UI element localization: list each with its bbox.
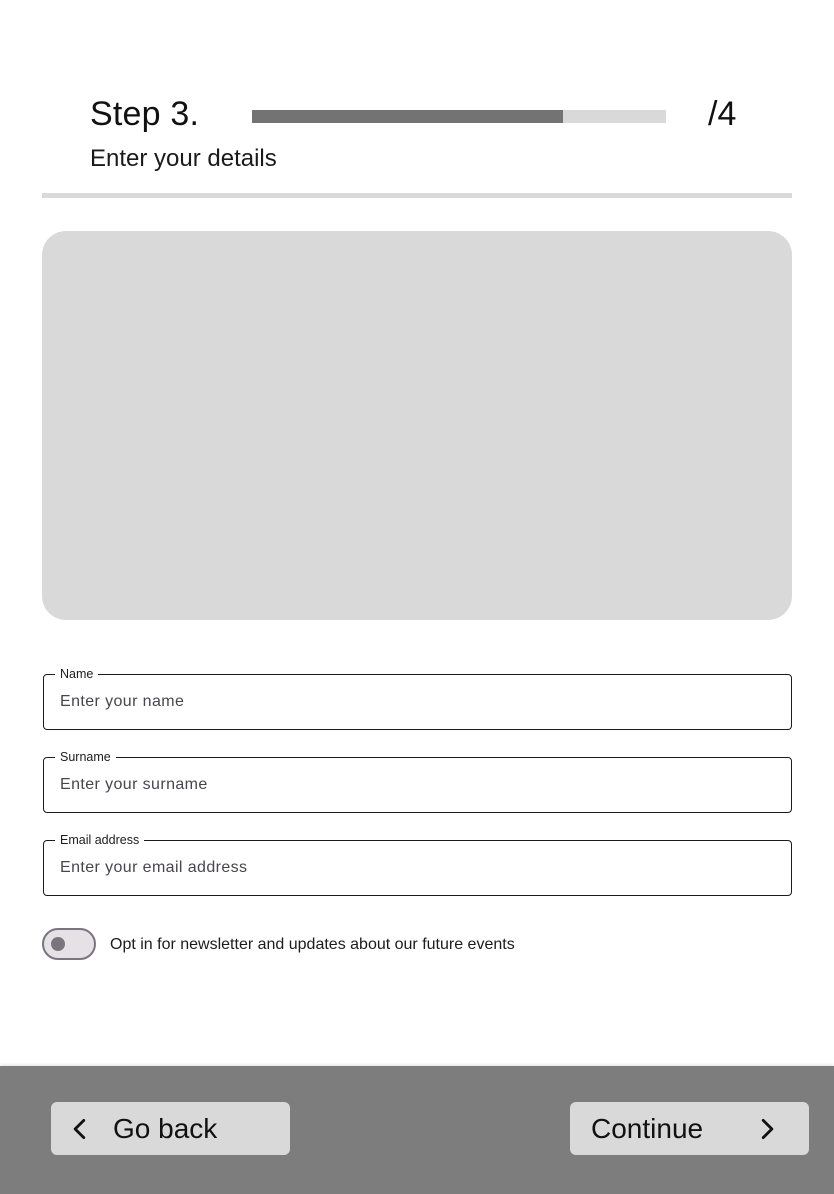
go-back-label: Go back	[113, 1113, 218, 1144]
go-back-button[interactable]	[51, 1102, 290, 1155]
email-input[interactable]	[44, 841, 791, 895]
name-input[interactable]	[44, 675, 791, 729]
newsletter-toggle-label: Opt in for newsletter and updates about our future events	[110, 936, 515, 953]
progress-bar-fill	[252, 110, 563, 123]
toggle-thumb	[51, 937, 65, 951]
continue-button[interactable]	[570, 1102, 809, 1155]
newsletter-toggle[interactable]	[42, 928, 96, 960]
continue-label: Continue	[591, 1113, 704, 1144]
chevron-right-icon	[754, 1116, 780, 1142]
email-field-label: Email address	[55, 832, 144, 848]
surname-field	[43, 750, 792, 813]
email-field	[43, 833, 792, 896]
surname-input[interactable]	[44, 758, 791, 812]
step-title: Step 3.	[90, 95, 200, 133]
surname-field-label: Surname	[55, 749, 116, 765]
header-divider	[42, 193, 792, 198]
step-total: /4	[708, 95, 737, 133]
name-field	[43, 667, 792, 730]
footer-bar	[0, 1066, 834, 1194]
image-placeholder	[42, 231, 792, 620]
name-field-label: Name	[55, 666, 98, 682]
chevron-left-icon	[67, 1116, 93, 1142]
page-subtitle: Enter your details	[90, 145, 277, 172]
progress-bar	[252, 110, 666, 123]
